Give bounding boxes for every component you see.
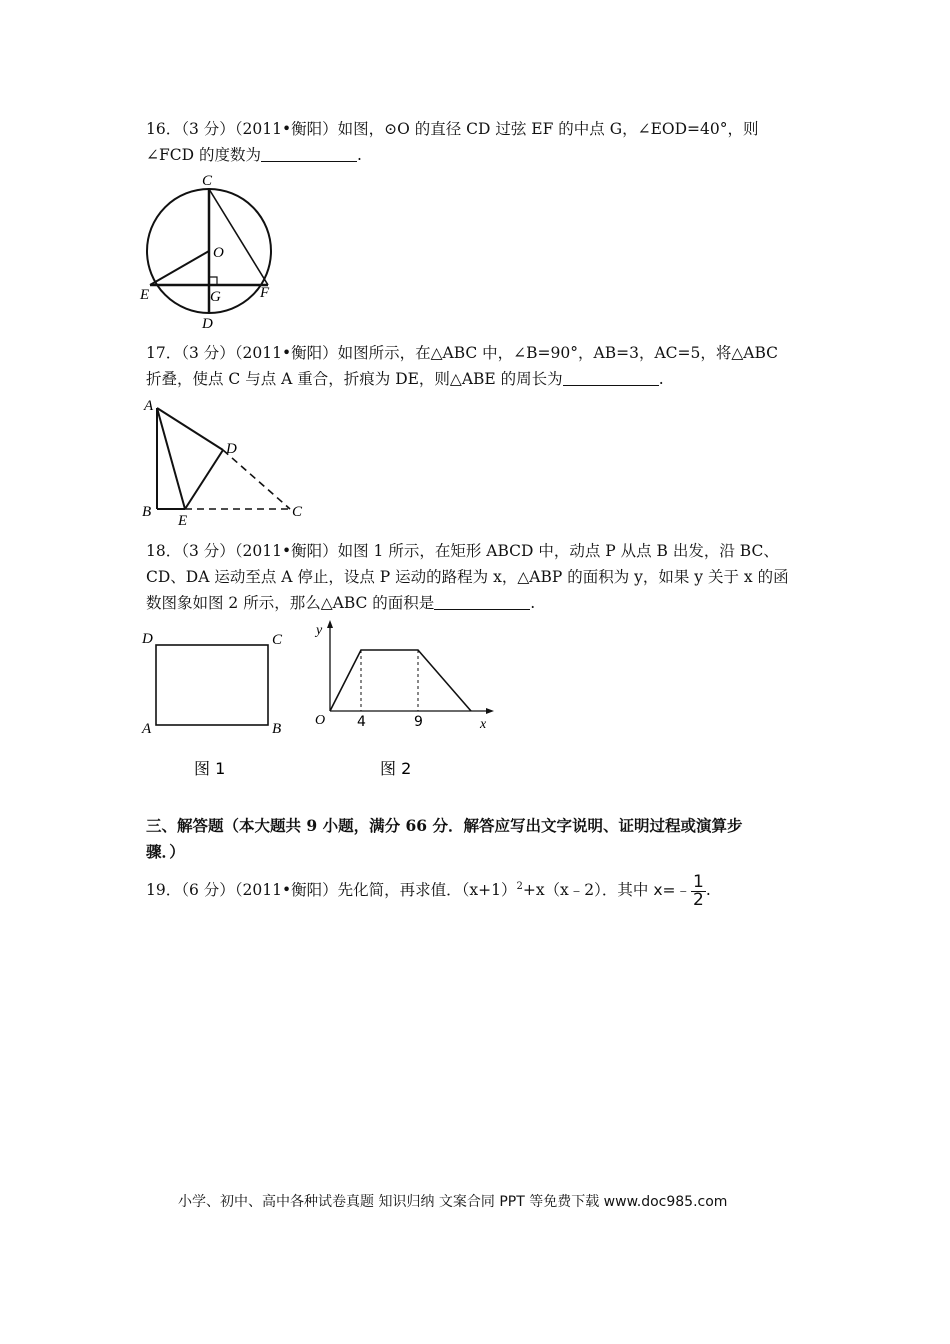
label-e: E — [178, 513, 188, 527]
label-y: y — [316, 623, 323, 638]
q18-answer-blank — [434, 593, 530, 610]
q19-text-b: +x（x﹣2）．其中 — [522, 881, 649, 900]
y-axis-arrow — [327, 620, 333, 628]
label-origin: O — [315, 713, 326, 728]
segment-de — [185, 450, 223, 509]
label-e: E — [140, 287, 150, 303]
q17-line2-prefix: 折叠，使点 C 与点 A 重合，折痕为 DE，则△ABE 的周长为 — [146, 370, 563, 388]
q19-x-equals: x=﹣ — [653, 881, 692, 900]
q17-triangle-figure — [140, 392, 310, 527]
fraction-numerator: 1 — [693, 871, 704, 892]
label-x: x — [480, 717, 487, 732]
label-o: O — [213, 245, 224, 261]
q19-text-a: 19．（6 分）（2011•衡阳）先化简，再求值．（x+1） — [146, 881, 517, 900]
label-b: B — [142, 504, 152, 520]
label-a: A — [142, 721, 152, 737]
q16-line2-suffix: . — [356, 146, 362, 164]
q16-line2 — [146, 142, 362, 168]
tick-4: 4 — [357, 714, 366, 730]
label-d: D — [142, 631, 153, 647]
label-c: C — [202, 173, 213, 189]
q16-line2-prefix: ∠FCD 的度数为 — [146, 146, 261, 164]
q18-line1: 18．（3 分）（2011•衡阳）如图 1 所示，在矩形 ABCD 中，动点 P 从点 B 出发，沿 BC、 — [146, 542, 779, 560]
section3-heading-line2: 骤．） — [146, 842, 185, 861]
label-b: B — [272, 721, 282, 737]
q17-answer-blank — [563, 369, 659, 386]
label-c: C — [292, 504, 303, 520]
label-a: A — [144, 398, 154, 414]
q18-line3-prefix: 数图象如图 2 所示，那么△ABC 的面积是 — [146, 594, 435, 612]
q16-line1: 16．（3 分）（2011•衡阳）如图，⊙O 的直径 CD 过弦 EF 的中点 G，∠EOD=40°，则 — [146, 120, 759, 138]
x-axis-arrow — [486, 708, 494, 714]
q16-circle-figure — [138, 168, 288, 336]
q18-line2: CD、DA 运动至点 A 停止，设点 P 运动的路程为 x，△ABP 的面积为 y，如果 y 关于 x 的函 — [146, 568, 789, 586]
q17-line1: 17．（3 分）（2011•衡阳）如图所示，在△ABC 中，∠B=90°，AB=3，AC=5，将△ABC — [146, 344, 779, 362]
label-c: C — [272, 632, 283, 648]
label-d: D — [202, 316, 213, 332]
fig1-caption: 图 1 — [194, 759, 226, 778]
label-g: G — [210, 289, 221, 305]
q17-line2 — [146, 366, 664, 392]
fraction-denominator: 2 — [693, 889, 704, 910]
rectangle-abcd — [156, 645, 268, 725]
label-f: F — [260, 285, 270, 301]
segment-dc-dashed — [223, 450, 290, 509]
q19-end: . — [705, 881, 711, 900]
q18-rectangle-figure — [138, 620, 298, 785]
q18-line3 — [146, 590, 535, 616]
section3-heading-line1: 三、解答题（本大题共 9 小题，满分 66 分．解答应写出文字说明、证明过程或演算步 — [146, 816, 743, 835]
q18-line3-suffix: . — [530, 594, 536, 612]
q19-superscript: 2 — [516, 881, 523, 892]
q19-fraction — [691, 871, 706, 910]
function-graph — [330, 650, 471, 711]
segment-cf — [209, 189, 268, 285]
fig2-caption: 图 2 — [380, 759, 412, 778]
q16-answer-blank — [261, 145, 357, 162]
tick-9: 9 — [414, 714, 423, 730]
segment-oe — [150, 251, 209, 285]
q18-graph-figure — [308, 618, 498, 785]
q19-line — [146, 872, 711, 909]
label-d: D — [226, 441, 237, 457]
page-footer: 小学、初中、高中各种试卷真题 知识归纳 文案合同 PPT 等免费下载 www.doc985.com — [178, 1194, 728, 1210]
q17-line2-suffix: . — [658, 370, 664, 388]
